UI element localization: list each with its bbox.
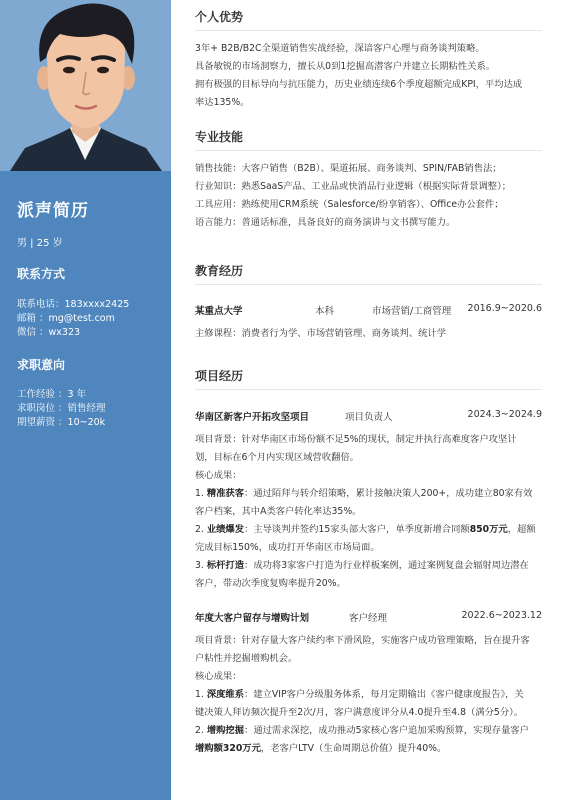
contact-heading: 联系方式 xyxy=(17,267,66,281)
courses: 主修课程：消费者行为学、市场营销管理、商务谈判、统计学 xyxy=(195,328,447,339)
advantage-line: 具备敏锐的市场洞察力，擅长从0到1挖掘高潜客户并建立长期粘性关系。 xyxy=(195,61,496,72)
project-name: 华南区新客户开拓攻坚项目 xyxy=(195,412,310,423)
achievement-item: 客户，带动次季度复购率提升20%。 xyxy=(195,578,346,589)
advantage-line: 拥有极强的目标导向与抗压能力，历史业绩连续6个季度超额完成KPI，平均达成 xyxy=(195,79,523,90)
advantage-line: 率达135%。 xyxy=(195,97,250,108)
divider xyxy=(195,150,542,151)
gender-age: 男 | 25 岁 xyxy=(17,238,63,249)
intent-experience: 工作经验 ：3 年 xyxy=(17,389,87,400)
achievement-item: 客户档案，其中A类客户转化率达35%。 xyxy=(195,506,362,517)
project-period: 2024.3~2024.9 xyxy=(467,409,542,420)
divider xyxy=(195,30,542,31)
project-name: 年度大客户留存与增购计划 xyxy=(195,613,310,624)
resume-name: 派声简历 xyxy=(17,201,89,221)
skill-line: 工具应用：熟练使用CRM系统（Salesforce/纷享销客）、Office办公套件； xyxy=(195,199,504,210)
project-period: 2022.6~2023.12 xyxy=(461,610,542,621)
sidebar xyxy=(0,0,171,800)
intent-salary: 期望薪资 ：10~20k xyxy=(17,417,106,428)
advantage-heading: 个人优势 xyxy=(195,10,244,24)
skill-line: 销售技能：大客户销售（B2B）、渠道拓展、商务谈判、SPIN/FAB销售法； xyxy=(195,163,502,174)
achievement-item: 1. 精准获客：通过陌拜与转介绍策略，累计接触决策人200+，成功建立80家有效 xyxy=(195,488,533,499)
contact-email: 邮箱 ：mg@test.com xyxy=(17,313,115,324)
divider xyxy=(195,389,542,390)
major: 市场营销/工商管理 xyxy=(372,306,452,317)
avatar-illustration xyxy=(0,0,171,171)
project-role: 客户经理 xyxy=(349,613,388,624)
intent-heading: 求职意向 xyxy=(17,358,66,372)
project-background: 项目背景：针对华南区市场份额不足5%的现状，制定并执行高难度客户攻坚计 xyxy=(195,434,517,445)
school-name: 某重点大学 xyxy=(195,306,243,317)
projects-heading: 项目经历 xyxy=(195,369,244,383)
skill-line: 语言能力：普通话标准，具备良好的商务演讲与文书撰写能力。 xyxy=(195,217,456,228)
skills-heading: 专业技能 xyxy=(195,130,244,144)
project-background: 户粘性并挖掘增购机会。 xyxy=(195,653,298,664)
project-background: 划，目标在6个月内实现区域营收翻倍。 xyxy=(195,452,359,463)
education-period: 2016.9~2020.6 xyxy=(467,303,542,314)
achievement-item: 键决策人拜访频次提升至2次/月，客户满意度评分从4.0提升至4.8（满分5分）。 xyxy=(195,707,524,718)
achievement-item: 3. 标杆打造：成功将3家客户打造为行业样板案例，通过案例复盘会辐射周边潜在 xyxy=(195,560,529,571)
contact-wechat: 微信 ：wx323 xyxy=(17,327,81,338)
project-role: 项目负责人 xyxy=(345,412,393,423)
intent-position: 求职岗位 ：销售经理 xyxy=(17,403,106,414)
project-background: 项目背景：针对存量大客户续约率下滑风险，实施客户成功管理策略，旨在提升客 xyxy=(195,635,530,646)
profile-photo xyxy=(0,0,171,171)
degree: 本科 xyxy=(315,306,335,317)
skill-line: 行业知识：熟悉SaaS产品、工业品或快消品行业逻辑（根据实际背景调整）； xyxy=(195,181,512,192)
achievement-item: 增购额320万元，老客户LTV（生命周期总价值）提升40%。 xyxy=(195,743,447,754)
achievement-item: 完成目标150%，成功打开华南区市场局面。 xyxy=(195,542,380,553)
achievement-item: 1. 深度维系：建立VIP客户分级服务体系，每月定期输出《客户健康度报告》，关 xyxy=(195,689,524,700)
divider xyxy=(195,284,542,285)
contact-phone: 联系电话：183xxxx2425 xyxy=(17,299,130,310)
education-heading: 教育经历 xyxy=(195,264,244,278)
core-results-label: 核心成果： xyxy=(195,470,242,481)
achievement-item: 2. 业绩爆发：主导谈判并签约15家头部大客户，单季度新增合同额850万元，超额 xyxy=(195,524,536,535)
achievement-item: 2. 增购挖掘：通过需求深挖，成功推动5家核心客户追加采购预算，实现存量客户 xyxy=(195,725,529,736)
advantage-line: 3年+ B2B/B2C全渠道销售实战经验，深谙客户心理与商务谈判策略。 xyxy=(195,43,485,54)
core-results-label: 核心成果： xyxy=(195,671,242,682)
